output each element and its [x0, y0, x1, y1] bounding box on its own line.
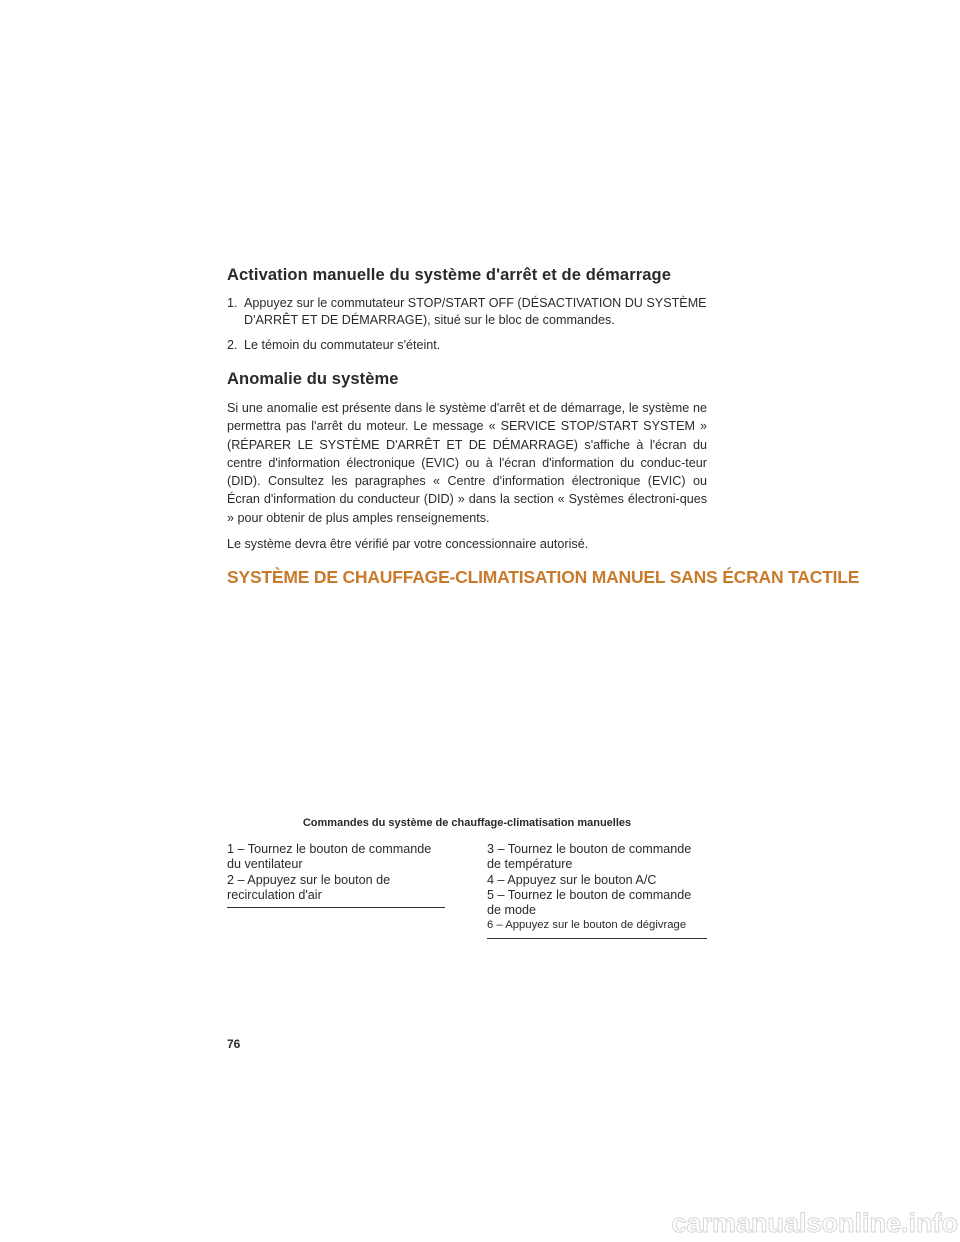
step-text: Le témoin du commutateur s'éteint.	[244, 338, 441, 352]
legend-item: 3 – Tournez le bouton de commande de température	[487, 842, 692, 872]
legend-item: 5 – Tournez le bouton de commande de mode	[487, 887, 692, 918]
dealer-paragraph: Le système devra être vérifié par votre concessionnaire autorisé.	[227, 537, 589, 552]
step-number: 1.	[227, 296, 238, 310]
legend-item: 6 – Appuyez sur le bouton de dégivrage	[487, 919, 687, 932]
page-number: 76	[227, 1037, 241, 1051]
watermark-text: carmanualsonline.info	[671, 1208, 958, 1238]
legend-left-column	[227, 842, 445, 908]
figure-image-area	[227, 580, 707, 810]
figure-caption: Commandes du système de chauffage-climatisation manuelles	[302, 817, 632, 829]
legend-item: 4 – Appuyez sur le bouton A/C	[487, 872, 657, 887]
legend-item: 2 – Appuyez sur le bouton de recirculation d'air	[227, 872, 391, 902]
page-content	[227, 266, 860, 588]
steps-list	[227, 295, 707, 354]
list-item	[227, 337, 707, 354]
step-text: Appuyez sur le commutateur STOP/START OFF (DÉSACTIVATION DU SYSTÈME D'ARRÊT ET DE DÉMARRAGE), situé sur le bloc de commandes.	[244, 296, 707, 327]
anomalie-paragraph: Si une anomalie est présente dans le système d'arrêt et de démarrage, le système ne permettra pas l'arrêt du moteur. Le message « SERVICE STOP/START SYSTEM » (RÉPARER LE SYSTÈME D'ARRÊT ET DE DÉMARRAGE) s'affiche à l'écran du centre d'information électronique (EVIC) ou à l'écran d'information du conduc-teur (DID). Consultez les paragraphes « Centre d'information électronique (EVIC) ou Écran d'information du conducteur (DID) » dans la section « Systèmes électroni-ques » pour obtenir de plus amples renseignements.	[227, 401, 707, 525]
legend-right-column	[487, 842, 707, 939]
section-heading-anomalie: Anomalie du système	[227, 370, 399, 388]
list-item	[227, 295, 707, 329]
legend-item: 1 – Tournez le bouton de commande du ventilateur	[227, 842, 432, 872]
watermark-logo	[640, 1204, 960, 1238]
section-heading-activation: Activation manuelle du système d'arrêt et de démarrage	[227, 266, 671, 284]
section-heading-climatisation: SYSTÈME DE CHAUFFAGE-CLIMATISATION MANUEL SANS ÉCRAN TACTILE	[227, 567, 860, 588]
step-number: 2.	[227, 338, 238, 352]
